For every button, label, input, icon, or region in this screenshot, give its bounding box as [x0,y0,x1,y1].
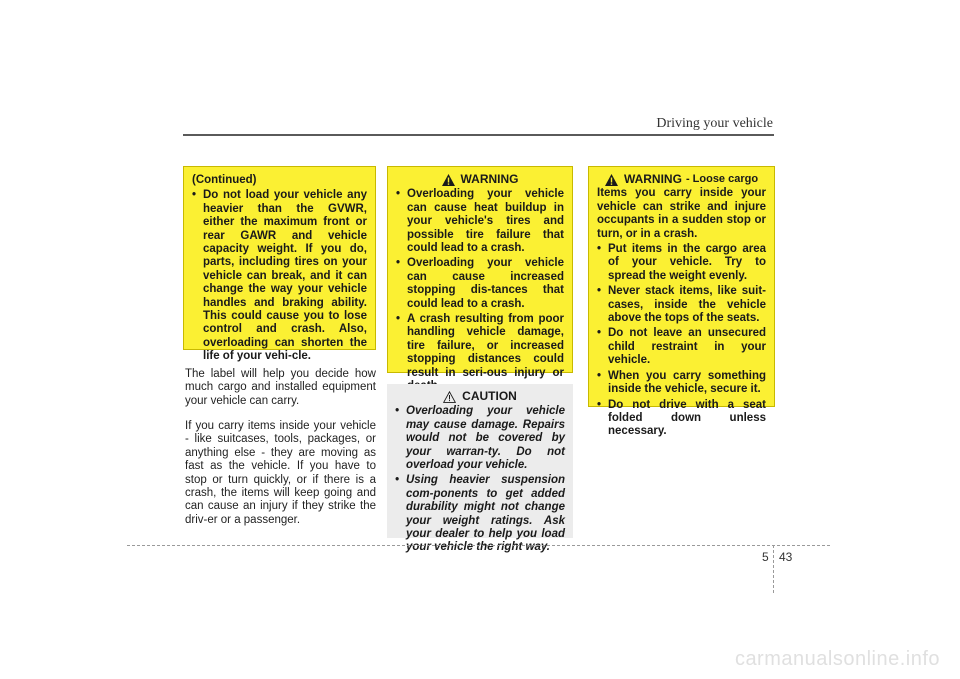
caution-box [387,384,573,554]
caution-title: CAUTION [462,389,517,403]
warning-title: WARNING [623,172,682,186]
continued-warning-box [183,166,376,363]
header-rule [183,134,774,136]
watermark-text: carmanualsonline.info [734,648,940,670]
page-number: 43 [779,550,793,564]
continued-label: (Continued) [192,174,257,186]
body-paragraph-2: If you carry items inside your vehicle - like suitcases, tools, packages, or anything else - they are moving as fast as the vehicle. If you have to stop or turn quickly, or if there is a crash, the items will keep going and can cause an injury if they strike the driv-er or a passenger. [185,420,376,526]
warning-header [597,173,766,186]
warning-icon [442,174,455,186]
list-item: • Overloading your vehicle can cause heat buildup in your vehicle's tires and possible tire failure that could lead to a crash. [396,188,564,255]
warning-subtitle: - Loose cargo [685,173,759,185]
list-item: • Do not leave an unsecured child restraint in your vehicle. [597,327,766,367]
chapter-number: 5 [762,550,769,564]
loose-cargo-warning-box [588,166,775,438]
list-item: • Never stack items, like suit-cases, inside the vehicle above the tops of the seats. [597,285,766,325]
warning-icon [605,174,618,186]
list-item: • A crash resulting from poor handling vehicle damage, tire failure, or increased stopping distances could result in seri-ous injury or [396,313,564,393]
list-item: • Overloading your vehicle may cause damage. Repairs would not be covered by your warran-ty. Do not overload your vehicle. [395,405,565,472]
caution-header [395,390,565,403]
list-item: • Put items in the cargo area of your vehicle. Try to spread the weight evenly. [597,243,766,283]
list-item: • When you carry something inside the vehicle, secure it. [597,370,766,397]
list-item: • Using heavier suspension com-ponents to get added durability might not change your weight ratings. Ask your dealer to help you load your vehicle the right way. [395,474,565,554]
list-item: • Do not load your vehicle any heavier than the GVWR, either the maximum front or rear GAWR and vehicle capacity weight. If you do, parts, including tires on your vehicle can break, and it can change the way your vehicle handles and braking ability. This could cause you to lose control and crash. Also, overloading can shorten the life of your vehi-cle. [192,189,367,363]
body-paragraph-1: The label will help you decide how much cargo and installed equipment your vehicle can carry. [185,368,376,407]
warning-title: WARNING [460,172,519,186]
warning-header [396,173,564,186]
list-item: • Do not drive with a seat folded down unless necessary. [597,399,766,439]
caution-icon [443,391,456,403]
footer-rule [127,545,830,546]
warning-intro: Items you carry inside your vehicle can strike and injure occupants in a sudden stop or turn, or in a crash. [597,187,766,240]
page-number-separator [773,545,774,593]
warning-box [387,166,573,379]
page-header-title: Driving your vehicle [656,116,773,131]
list-item: • Overloading your vehicle can cause increased stopping dis-tances that could lead to a crash. [396,257,564,311]
